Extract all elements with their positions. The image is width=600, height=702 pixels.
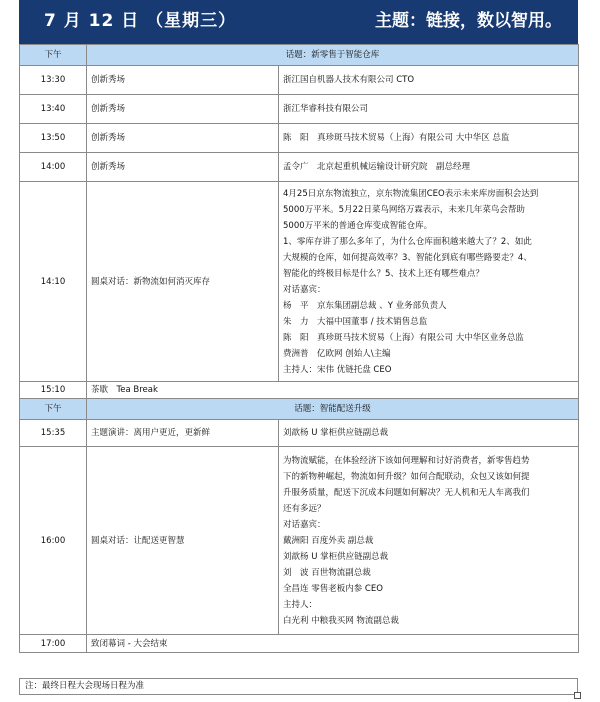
detail-line: 1、零库存讲了那么多年了，为什么仓库面积越来越大了？2、如此: [283, 236, 532, 247]
detail-line: 升服务质量，配送下沉成本问题如何解决？无人机和无人车离我们: [283, 487, 530, 498]
detail-line: 5000万平米。5月22日菜鸟网络万霖表示，未来几年菜鸟会帮助: [283, 204, 525, 215]
section-topic: 话题：智能配送升级: [87, 399, 579, 420]
row-time: 14:10: [20, 182, 87, 382]
row-speaker: 浙江华睿科技有限公司: [279, 95, 579, 124]
detail-line: 主持人：宋伟 优链托盘 CEO: [283, 364, 392, 375]
table-row: [20, 95, 579, 124]
row-time: 17:00: [20, 635, 87, 653]
row-item: 创新秀场: [87, 124, 279, 153]
row-speaker: 浙江国自机器人技术有限公司 CTO: [279, 66, 579, 95]
row-time: 16:00: [20, 447, 87, 635]
event-date: 7 月 12 日 （星期三）: [44, 11, 237, 31]
section-period: 下午: [20, 399, 87, 420]
table-row: [20, 447, 579, 635]
detail-line: 对话嘉宾：: [283, 284, 326, 295]
row-item: 致闭幕词 - 大会结束: [87, 635, 579, 653]
row-speaker: 陈 阳 真珍斑马技术贸易（上海）有限公司 大中华区 总监: [279, 124, 579, 153]
detail-line: 下的新物种崛起，物流如何升级？如何合配联动，众包又该如何提: [283, 471, 530, 482]
table-row: [20, 124, 579, 153]
table-row: [20, 382, 579, 399]
row-time: 13:30: [20, 66, 87, 95]
page-header: [19, 0, 578, 44]
detail-line: 5000万平米的普通仓库变成智能仓库。: [283, 220, 433, 231]
panel-description: [279, 447, 579, 635]
resize-handle[interactable]: [574, 692, 581, 699]
detail-line: 智能化的终极目标是什么？5、技术上还有哪些难点？: [283, 268, 484, 279]
table-row: [20, 635, 579, 653]
row-item: 茶歇 Tea Break: [87, 382, 579, 399]
table-row: [20, 66, 579, 95]
detail-line: 4月25日京东物流独立，京东物流集团CEO表示未来库房面积会达到: [283, 188, 539, 199]
table-row: [20, 182, 579, 382]
detail-line: 朱 力 大福中国董事 / 技术销售总监: [283, 316, 428, 327]
detail-line: 费洲普 亿欧网 创始人\主编: [283, 348, 391, 359]
row-item: 圆桌对话：新物流如何消灭库存: [87, 182, 279, 382]
section-header-2: [20, 399, 579, 420]
section-header-1: [20, 45, 579, 66]
row-item: 创新秀场: [87, 153, 279, 182]
row-time: 15:10: [20, 382, 87, 399]
schedule-table: [19, 44, 579, 653]
row-time: 15:35: [20, 420, 87, 447]
section-topic: 话题：新零售于智能仓库: [87, 45, 579, 66]
row-item: 主题演讲：离用户更近，更新鲜: [87, 420, 279, 447]
detail-line: 大规模的仓库，如何提高效率？3、智能化到底有哪些路要走？4、: [283, 252, 532, 263]
detail-line: 对话嘉宾：: [283, 519, 326, 530]
panel-description: [279, 182, 579, 382]
detail-line: 刘歆杨 U 掌柜供应链副总裁: [283, 551, 389, 562]
detail-line: 戴洲阳 百度外卖 副总裁: [283, 535, 374, 546]
row-time: 13:40: [20, 95, 87, 124]
row-time: 14:00: [20, 153, 87, 182]
table-row: [20, 153, 579, 182]
event-theme: 主题：链接，数以智用。: [375, 11, 562, 31]
section-period: 下午: [20, 45, 87, 66]
detail-line: 全昌连 零售老板内参 CEO: [283, 583, 383, 594]
detail-line: 为物流赋能，在体验经济下该如何理解和讨好消费者，新零售趋势: [283, 455, 530, 466]
detail-line: 刘 波 百世物流副总裁: [283, 567, 371, 578]
row-item: 圆桌对话：让配送更智慧: [87, 447, 279, 635]
footnote: 注：最终日程大会现场日程为准: [19, 678, 578, 695]
row-speaker: 刘歆杨 U 掌柜供应链副总裁: [279, 420, 579, 447]
detail-line: 陈 阳 真珍斑马技术贸易（上海）有限公司 大中华区业务总监: [283, 332, 524, 343]
row-time: 13:50: [20, 124, 87, 153]
detail-line: 白光利 中粮我买网 物流副总裁: [283, 615, 399, 626]
table-row: [20, 420, 579, 447]
row-speaker: 孟令广 北京起重机械运输设计研究院 副总经理: [279, 153, 579, 182]
detail-line: 主持人：: [283, 599, 318, 610]
row-item: 创新秀场: [87, 95, 279, 124]
detail-line: 杨 平 京东集团副总裁 、Y 业务部负责人: [283, 300, 447, 311]
row-item: 创新秀场: [87, 66, 279, 95]
detail-line: 还有多远？: [283, 503, 326, 514]
